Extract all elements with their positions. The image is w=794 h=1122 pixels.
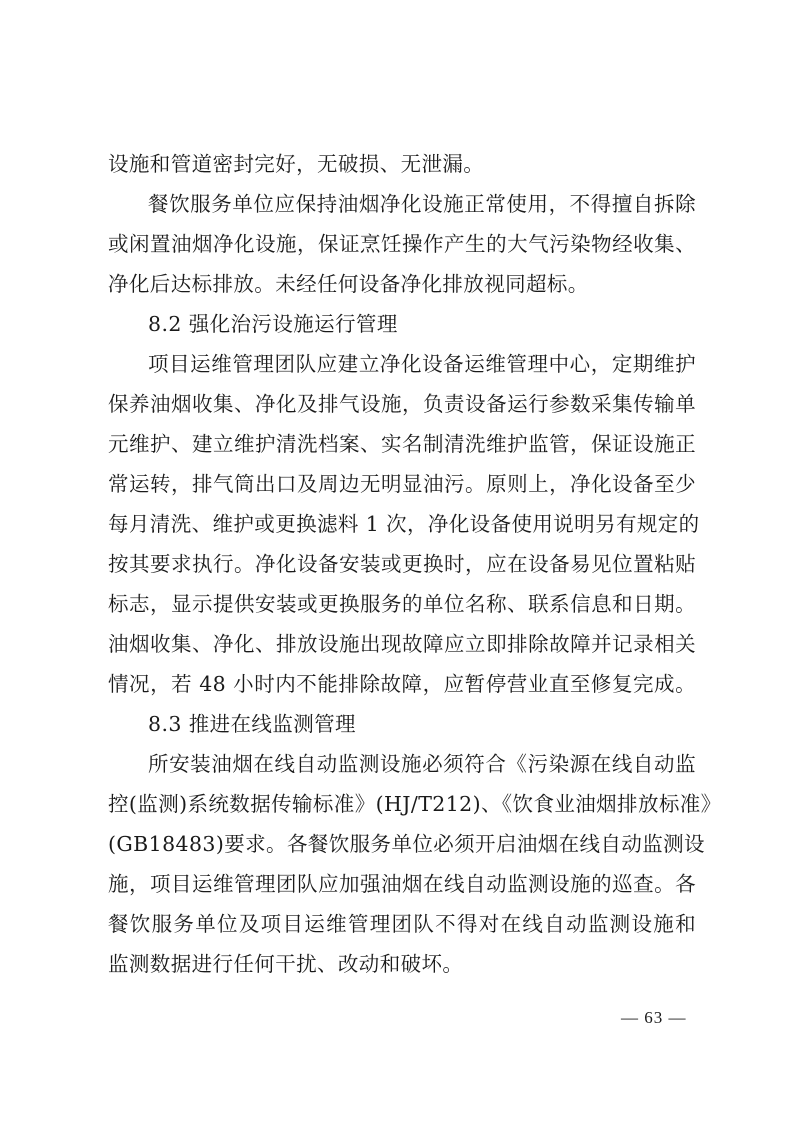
paragraph-line: 元维护、建立维护清洗档案、实名制清洗维护监管，保证设施正	[108, 432, 696, 456]
paragraph-line: 按其要求执行。净化设备安装或更换时，应在设备易见位置粘贴	[108, 552, 696, 576]
paragraph-line: 餐饮服务单位应保持油烟净化设施正常使用，不得擅自拆除	[148, 192, 696, 216]
paragraph-line: 所安装油烟在线自动监测设施必须符合《污染源在线自动监	[148, 752, 696, 776]
paragraph-line: 情况，若 48 小时内不能排除故障，应暂停营业直至修复完成。	[108, 672, 696, 696]
paragraph-line: (GB18483)要求。各餐饮服务单位必须开启油烟在线自动监测设	[108, 832, 705, 856]
paragraph-line: 每月清洗、维护或更换滤料 1 次，净化设备使用说明另有规定的	[108, 512, 700, 536]
paragraph-line: 常运转，排气筒出口及周边无明显油污。原则上，净化设备至少	[108, 472, 696, 496]
paragraph-line: 餐饮服务单位及项目运维管理团队不得对在线自动监测设施和	[108, 912, 696, 936]
paragraph-line: 保养油烟收集、净化及排气设施，负责设备运行参数采集传输单	[108, 392, 696, 416]
paragraph-line: 控(监测)系统数据传输标准》(HJ/T212)、《饮食业油烟排放标准》	[108, 792, 722, 816]
paragraph-line: 设施和管道密封完好，无破损、无泄漏。	[108, 152, 485, 176]
paragraph-line: 标志，显示提供安装或更换服务的单位名称、联系信息和日期。	[108, 592, 696, 616]
paragraph-line: 净化后达标排放。未经任何设备净化排放视同超标。	[108, 272, 589, 296]
paragraph-line: 施，项目运维管理团队应加强油烟在线自动监测设施的巡查。各	[108, 872, 696, 896]
section-heading-8-2: 8.2 强化治污设施运行管理	[148, 312, 398, 336]
paragraph-line: 项目运维管理团队应建立净化设备运维管理中心，定期维护	[148, 352, 696, 376]
paragraph-line: 油烟收集、净化、排放设施出现故障应立即排除故障并记录相关	[108, 632, 696, 656]
paragraph-line: 或闲置油烟净化设施，保证烹饪操作产生的大气污染物经收集、	[108, 232, 696, 256]
page-number: — 63 —	[621, 1008, 687, 1027]
section-heading-8-3: 8.3 推进在线监测管理	[148, 712, 356, 736]
paragraph-line: 监测数据进行任何干扰、改动和破坏。	[108, 952, 464, 976]
